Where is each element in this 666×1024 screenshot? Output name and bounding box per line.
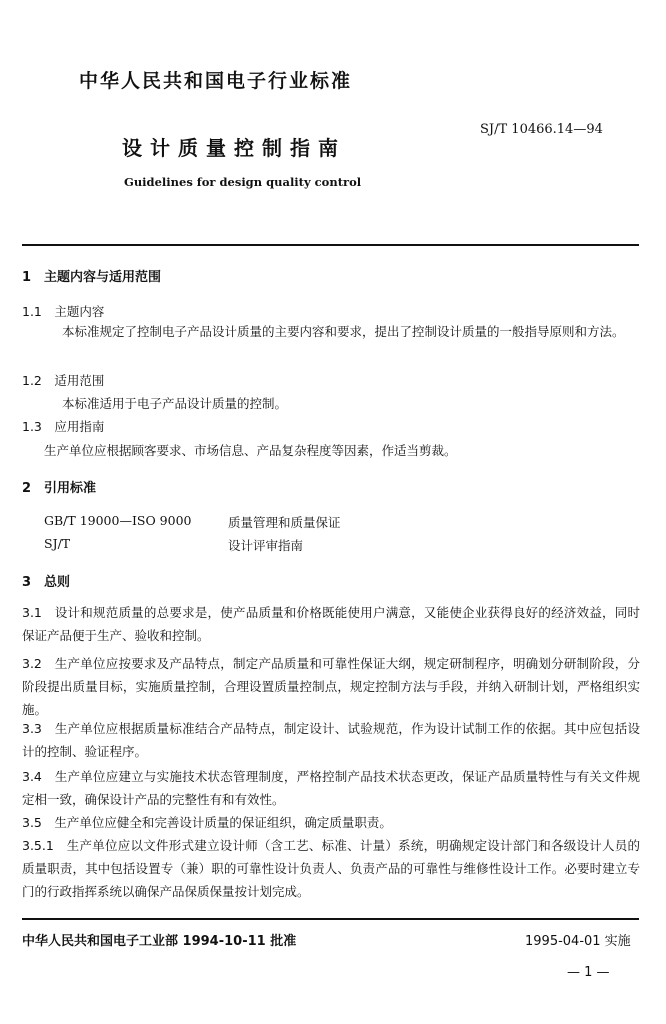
- document-title: 设计质量控制指南: [122, 136, 346, 160]
- top-divider: [22, 244, 639, 246]
- clause-3-2: 3.2 生产单位应按要求及产品特点，制定产品质量和可靠性保证大纲，规定研制程序，明确划分研制阶段，分阶段提出质量目标，实施质量控制，合理设置质量控制点，规定控制方法与手段，并纳入研制计划，严格组织实施。: [22, 656, 640, 717]
- clause-3-3: 3.3 生产单位应根据质量标准结合产品特点，制定设计、试验规范，作为设计试制工作的依据。其中应包括设计的控制、验证程序。: [22, 721, 640, 759]
- section-1-heading: 1 主题内容与适用范围: [22, 270, 162, 285]
- section-1-3-body: 生产单位应根据顾客要求、市场信息、产品复杂程度等因素，作适当剪裁。: [44, 443, 457, 458]
- section-1-1-heading: 1.1 主题内容: [22, 304, 105, 319]
- section-1-2-body: 本标准适用于电子产品设计质量的控制。: [62, 396, 288, 411]
- english-title: Guidelines for design quality control: [124, 175, 362, 189]
- reference-title: 设计评审指南: [228, 538, 304, 553]
- page-number: — 1 —: [567, 965, 610, 980]
- industry-title: 中华人民共和国电子行业标准: [79, 70, 353, 92]
- clause-3-1: 3.1 设计和规范质量的总要求是，使产品质量和价格既能使用户满意，又能使企业获得良好的经济效益，同时保证产品便于生产、验收和控制。: [22, 605, 640, 643]
- clause-3-5-1: 3.5.1 生产单位应以文件形式建立设计师（含工艺、标准、计量）系统，明确规定设计部门和各级设计人员的质量职责，其中包括设置专（兼）职的可靠性设计负责人、负责产品的可靠性与维修性设计工作。必要时建立专门的行政指挥系统以确保产品保质保量按计划完成。: [22, 838, 640, 899]
- reference-title: 质量管理和质量保证: [228, 515, 341, 530]
- clause-3-5: 3.5 生产单位应健全和完善设计质量的保证组织，确定质量职责。: [22, 815, 392, 830]
- clause-3-4: 3.4 生产单位应建立与实施技术状态管理制度，严格控制产品技术状态更改，保证产品质量特性与有关文件规定相一致，确保设计产品的完整性有和有效性。: [22, 769, 640, 807]
- reference-code: GB/T 19000—ISO 9000: [44, 513, 192, 528]
- section-3-heading: 3 总则: [22, 575, 71, 590]
- section-1-3-heading: 1.3 应用指南: [22, 419, 105, 434]
- implementation-date: 1995-04-01 实施: [525, 934, 631, 949]
- standard-number: SJ/T 10466.14—94: [480, 122, 603, 137]
- section-2-heading: 2 引用标准: [22, 481, 97, 496]
- reference-code: SJ/T: [44, 536, 71, 551]
- bottom-divider: [22, 918, 639, 920]
- section-1-1-body: 本标准规定了控制电子产品设计质量的主要内容和要求，提出了控制设计质量的一般指导原则和方法。: [62, 324, 625, 339]
- section-1-2-heading: 1.2 适用范围: [22, 373, 105, 388]
- approval-line: 中华人民共和国电子工业部 1994-10-11 批准: [22, 934, 297, 949]
